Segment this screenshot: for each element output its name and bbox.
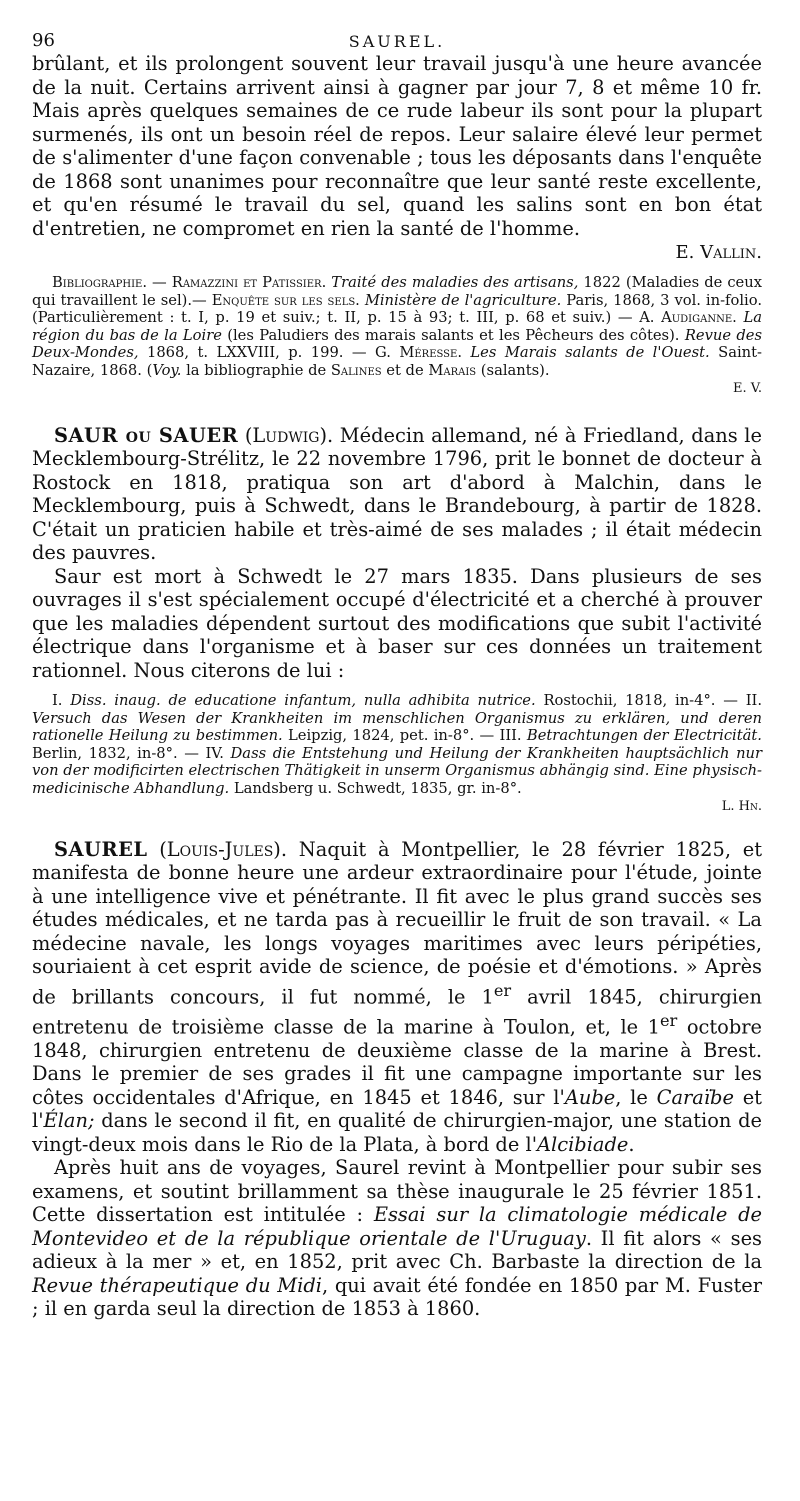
salins-paragraph: brûlant, et ils prolongent souvent leur travail jusqu'à une heure avancée de la nuit. Certains arrivent ainsi à gagner par jour 7, 8 et même 10 fr. Mais après quelques semaines de ce rude labeur ils sont pour la plupart surmenés, ils ont un besoin réel de repos. Leur salaire élevé leur permet de s'alimenter d'une façon convenable ; tous les déposants dans l'enquête de 1868 sont unanimes pour reconnaître que leur santé reste excellente, et qu'en résumé le travail du sel, quand les salins sont en bon état d'entretien, ne compromet en rien la santé de l'homme. (32, 52, 762, 240)
page-header (32, 28, 762, 52)
page (32, 28, 762, 1321)
bibliography-label: Bibliographie. — (52, 274, 167, 291)
saur-signature: L. Hn. (721, 798, 762, 814)
saur-works-list: I. Diss. inaug. de educatione infantum, nulla adhibita nutrice. Rostochii, 1818, in-4°. — II. Versuch das Wesen der Krankheiten im menschlichen Organismus zu erklären, und deren rationelle Heilung zu bestimmen. Leipzig, 1824, pet. in-8°. — III. Betrachtungen der Electricität. Berlin, 1832, in-8°. — IV. Dass die Entstehung und Heilung der Krankheiten hauptsächlich nur von der modificirten electrischen Thätigkeit in unserm Organismus abhängig sind. Eine physisch-medicinische Abhandlung. Landsberg u. Schwedt, 1835, gr. in-8°. (32, 692, 763, 798)
saurel-headword: SAUREL (54, 837, 148, 861)
saurel-forename: (Louis-Jules). (147, 837, 288, 861)
page-number: 96 (32, 30, 55, 51)
salins-bibliography: Bibliographie. — Ramazzini et Patissier. Traité des maladies des artisans, 1822 (Maladies de ceux qui travaillent le sel).— Enquête sur les sels. Ministère de l'agriculture. Paris, 1868, 3 vol. in-folio. (Particulièrement : t. I, p. 19 et suiv.; t. II, p. 15 à 93; t. III, p. 68 et suiv.) — A. Audiganne. La région du bas de la Loire (les Paludiers des marais salants et les Pêcheurs des côtes). Revue des Deux-Mondes, 1868, t. LXXVIII, p. 199. — G. Méresse. Les Marais salants de l'Ouest. Saint-Nazaire, 1868. (Voy. la bibliographie de Salines et de Marais (salants). (32, 274, 763, 379)
bibliography-signature: E. V. (732, 380, 762, 396)
saurel-paragraph-1: SAUREL (Louis-Jules). Naquit à Montpellier, le 28 février 1825, et manifesta de bonne heure une ardeur extraordinaire pour l'étude, jointe à une intelligence vive et pénétrante. Il fit avec le plus grand succès ses études médicales, et ne tarda pas à recueillir le fruit de son travail. « La médecine navale, les longs voyages maritimes avec leurs péripéties, souriaient à cet esprit avide de science, de poésie et d'émotions. » Après de brillants concours, il fut nommé, le 1er avril 1845, chirurgien entretenu de troisième classe de la marine à Toulon, et, le 1er octobre 1848, chirurgien entretenu de deuxième classe de la marine à Brest. Dans le premier de ses grades il fit une campagne importante sur les côtes occidentales d'Afrique, en 1845 et 1846, sur l'Aube, le Caraïbe et l'Élan; dans le second il fit, en qualité de chirurgien-major, une station de vingt-deux mois dans le Rio de la Plata, à bord de l'Alcibiade. (32, 837, 762, 1156)
running-title: SAUREL. (348, 32, 446, 51)
saur-headword: SAUR ou SAUER (54, 423, 239, 447)
saur-paragraph-1: SAUR ou SAUER (Ludwig). Médecin allemand, né à Friedland, dans le Mecklembourg-Strélitz, le 22 novembre 1796, prit le bonnet de docteur à Rostock en 1818, pratiqua son art d'abord à Malchin, dans le Mecklembourg, puis à Schwedt, dans le Brandebourg, à partir de 1828. C'était un praticien habile et très-aimé de ses malades ; il était médecin des pauvres. (32, 423, 762, 565)
salins-signature: E. Vallin. (675, 242, 762, 263)
saurel-paragraph-2: Après huit ans de voyages, Saurel revint à Montpellier pour subir ses examens, et soutint brillamment sa thèse inaugurale le 25 février 1851. Cette dissertation est intitulée : Essai sur la climatologie médicale de Montevideo et de la république orientale de l'Uruguay. Il fit alors « ses adieux à la mer » et, en 1852, prit avec Ch. Barbaste la direction de la Revue thérapeutique du Midi, qui avait été fondée en 1850 par M. Fuster ; il en garda seul la direction de 1853 à 1860. (32, 1156, 763, 1321)
saur-forename: (Ludwig). (238, 423, 334, 447)
saur-paragraph-2: Saur est mort à Schwedt le 27 mars 1835. Dans plusieurs de ses ouvrages il s'est spécialement occupé d'électricité et a cherché à prouver que les maladies dépendent surtout des modifications que subit l'activité électrique dans l'organisme et à baser sur ces données un traitement rationnel. Nous citerons de lui : (32, 564, 762, 682)
